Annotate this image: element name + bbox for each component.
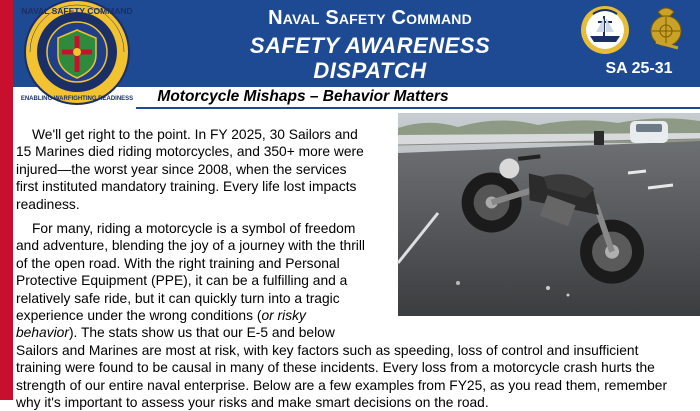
text-line: and adventure, blending the joy of a journey with the thrill: [16, 238, 365, 254]
text-line: Sailors and Marines are most at risk, with key factors such as speeding, loss of control and insufficient: [16, 342, 639, 358]
text-line: of the open road. With the right training and Personal: [16, 255, 340, 271]
marine-corps-emblem-icon: [651, 8, 681, 48]
text-line: [16, 324, 335, 341]
text-line: We'll get right to the point. In FY 2025, 30 Sailors and: [32, 127, 358, 142]
navy-marine-emblems: [578, 2, 696, 60]
naval-safety-command-seal: [18, 0, 136, 108]
text-span: ). The stats show us that our E-5 and below: [68, 325, 335, 341]
text-line: 15 Marines died riding motorcycles, and 350+ more were: [16, 144, 364, 160]
organization-name: Naval Safety Command: [268, 7, 472, 29]
crashed-motorcycle-photo: [398, 113, 700, 316]
text-line: why it's important to assess your risks and make smart decisions on the road.: [16, 395, 489, 410]
dispatch-number: SA 25-31: [605, 60, 673, 77]
dispatch-title-line1: SAFETY AWARENESS: [249, 33, 491, 58]
text-line: [16, 307, 306, 324]
text-line: first instituted mandatory training. Every life lost impacts: [16, 179, 357, 195]
navy-emblem-icon: [581, 6, 629, 54]
text-line: relatively safe ride, but it can quickly turn into a tragic: [16, 290, 340, 306]
italic-text: behavior: [16, 325, 69, 341]
text-line: training were found to be causal in many of these incidents. Every loss from a motorcycle crash hurts the: [16, 360, 655, 376]
accent-bar: [0, 0, 13, 400]
article-subtitle: Motorcycle Mishaps – Behavior Matters: [157, 88, 449, 105]
svg-text:NAVAL SAFETY COMMAND: NAVAL SAFETY COMMAND: [21, 6, 133, 16]
text-line: For many, riding a motorcycle is a symbol of freedom: [32, 221, 356, 236]
dispatch-title-line2: DISPATCH: [313, 58, 427, 83]
text-line: injured—the worst year since 2008, when the services: [16, 161, 347, 177]
text-line: readiness.: [16, 196, 80, 212]
text-line: strength of our entire naval enterprise. Below are a few examples from FY25, as you read them, remember: [16, 377, 668, 393]
text-span: experience under the wrong conditions (: [16, 308, 262, 323]
text-line: Protective Equipment (PPE), it can be a fulfilling and a: [16, 273, 348, 289]
svg-text:ENABLING WARFIGHTING READINESS: ENABLING WARFIGHTING READINESS: [20, 96, 134, 102]
italic-text: or risky: [261, 308, 306, 323]
